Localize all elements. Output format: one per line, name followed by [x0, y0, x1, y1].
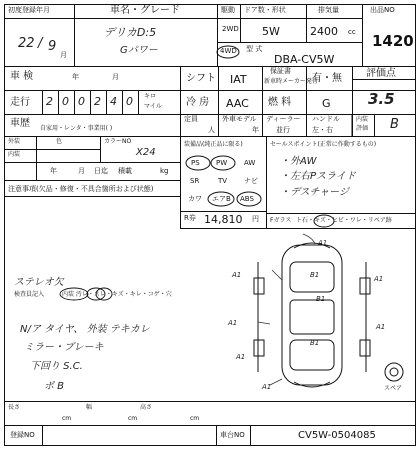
first-reg-sep: / [38, 36, 43, 51]
color-label: 色 [56, 138, 63, 145]
mileage-digit-1: 2 [46, 95, 53, 108]
price-label: R券 [184, 214, 196, 222]
mileage-digit-5: 4 [110, 95, 117, 108]
mileage-unit: キロ [144, 93, 157, 100]
mileage-digit-2: 0 [62, 95, 69, 108]
damage-mark: A1 [262, 383, 272, 391]
selling-point-2: ・左右Pスライド [280, 171, 356, 182]
shift-value: IAT [230, 73, 247, 86]
car-diagram [254, 243, 403, 387]
mileage-digit-4: 2 [94, 95, 101, 108]
history-options: 自家用・レンタ・事業用( ) [40, 125, 113, 132]
model-label: 型 式 [246, 45, 263, 53]
lot-value: 1420 [372, 32, 414, 50]
notes-label: 注意事項(欠品・修復・不具合箇所および状態) [8, 185, 154, 193]
chassis-value: CV5W-0504085 [298, 430, 376, 441]
displacement-label: 排気量 [318, 6, 339, 14]
drive-4wd: 4WD [220, 47, 237, 55]
equip-aw: AW [244, 159, 256, 167]
equip-navi: ナビ [244, 177, 258, 185]
damage-mark: A1 [376, 323, 386, 331]
inspection-year-label: 年 [72, 73, 79, 81]
capacity-unit: 人 [208, 126, 215, 134]
note-line-4: ポ B [44, 381, 65, 392]
equip-sr: SR [190, 177, 200, 185]
selling-point-3: ・デスチャージ [280, 187, 349, 198]
equip-airbag: エアB [212, 195, 231, 203]
cooling-value: AAC [226, 97, 249, 110]
first-reg-unit: 月 [60, 51, 67, 59]
note-line-3: 下回り S.C. [30, 361, 83, 372]
score-value: 3.5 [368, 90, 395, 108]
reg-no-label: 登録NO [10, 431, 35, 439]
first-reg-month: 9 [48, 39, 57, 54]
shift-label: シフト [186, 73, 216, 84]
first-reg-year: 22 [18, 36, 35, 51]
width-label: 幅 [86, 404, 93, 411]
handle-value: 左・右 [312, 126, 333, 134]
note-line-2: ミラー・ブレーキ [24, 342, 104, 353]
damage-mark: B1 [310, 339, 320, 347]
warranty-label: 保証書 [270, 67, 291, 75]
damage-mark: A1 [232, 271, 242, 279]
equipment-title: 装備品(純正品に限る) [184, 141, 243, 148]
grade: Gパワー [120, 45, 158, 56]
cooling-label: 冷 房 [186, 97, 210, 108]
price-unit: 円 [252, 215, 259, 223]
equip-ps: PS [191, 159, 200, 167]
equip-tv: TV [218, 177, 228, 185]
spare-label: スペア [384, 385, 403, 392]
expiry-year-label: 年 [50, 167, 57, 175]
note-line-1: N/ア タイヤ、 外装 テキカレ [20, 324, 150, 335]
damage-mark: B1 [316, 295, 326, 303]
inspector-options: 内装 汚レ・スレ・キズ・キレ・コゲ・穴 [62, 291, 172, 298]
doors-label: ドア数・形状 [244, 6, 286, 14]
expiry-month-label: 月 [78, 167, 85, 175]
import-label: 外車モデル [222, 115, 257, 123]
mileage-label: 走行 [10, 97, 30, 108]
chassis-label: 車台NO [220, 431, 245, 439]
model-value: DBA-CV5W [274, 53, 335, 66]
fuel-value: G [322, 97, 331, 110]
lot-label: 出品NO [370, 6, 395, 14]
load-unit: kg [160, 167, 169, 175]
color-no-value: X24 [136, 147, 156, 158]
score-label: 評価点 [366, 68, 396, 79]
inspection-month-label: 月 [112, 73, 119, 81]
dealer-value: 並行 [276, 126, 290, 134]
damage-mark: A1 [374, 275, 384, 283]
glass-options: ト石・キズ・ヒビ・ワレ・リペア跡 [296, 217, 392, 224]
history-label: 車歴 [10, 118, 30, 129]
length-unit: cm [62, 415, 72, 422]
equip-pw: PW [216, 159, 228, 167]
equip-leather: カワ [188, 195, 202, 203]
expiry-date-label: 日迄 [94, 167, 108, 175]
car-name: デリカD:5 [104, 26, 157, 39]
price-value: 14,810 [204, 213, 243, 226]
inspector-label: 検査員記入 [14, 291, 45, 298]
color-no-label: カラーNO [104, 138, 132, 145]
dealer-label: ディーラー [266, 115, 301, 123]
height-unit: cm [190, 415, 200, 422]
warranty-sub: 新車時メーカー発行 [264, 78, 318, 85]
selling-points-title: セールスポイント(正常に作動するもの) [270, 141, 377, 148]
doors-value: 5W [262, 25, 280, 38]
mileage-unit-alt: マイル [144, 103, 162, 110]
width-unit: cm [128, 415, 138, 422]
load-label: 積載 [118, 167, 132, 175]
equip-abs: ABS [240, 195, 254, 203]
handle-label: ハンドル [312, 115, 340, 123]
mileage-digit-3: 0 [78, 95, 85, 108]
displacement-value: 2400 [310, 25, 338, 38]
interior-label: 内装 [356, 116, 369, 123]
mileage-digit-6: 0 [126, 95, 133, 108]
first-reg-label: 初度登録年月 [8, 6, 50, 14]
length-label: 長さ [8, 404, 21, 411]
displacement-unit: cc [348, 28, 356, 36]
interior-value: B [390, 117, 399, 132]
fuel-label: 燃 料 [268, 97, 292, 108]
warranty-value: 有・無 [312, 73, 342, 84]
selling-point-1: ・外AW [280, 156, 317, 167]
drive-label: 駆動 [221, 6, 235, 14]
name-grade-label: 車名・グレード [110, 5, 180, 16]
inspection-label: 車 検 [10, 71, 34, 82]
glass-label: Fガラス [270, 217, 292, 224]
damage-mark: B1 [310, 271, 320, 279]
stamp-line: ステレオ欠 [14, 277, 64, 288]
import-year: 年 [252, 126, 259, 134]
drive-2wd: 2WD [222, 25, 239, 33]
outer-label: 外装 [8, 138, 21, 145]
capacity-label: 定員 [184, 115, 198, 123]
height-label: 高さ [140, 404, 153, 411]
damage-mark: A1 [236, 353, 246, 361]
damage-mark: A1 [318, 239, 328, 247]
interior-label-2: 評価 [356, 125, 369, 132]
damage-mark: A1 [228, 319, 238, 327]
inner-label: 内装 [8, 151, 21, 158]
